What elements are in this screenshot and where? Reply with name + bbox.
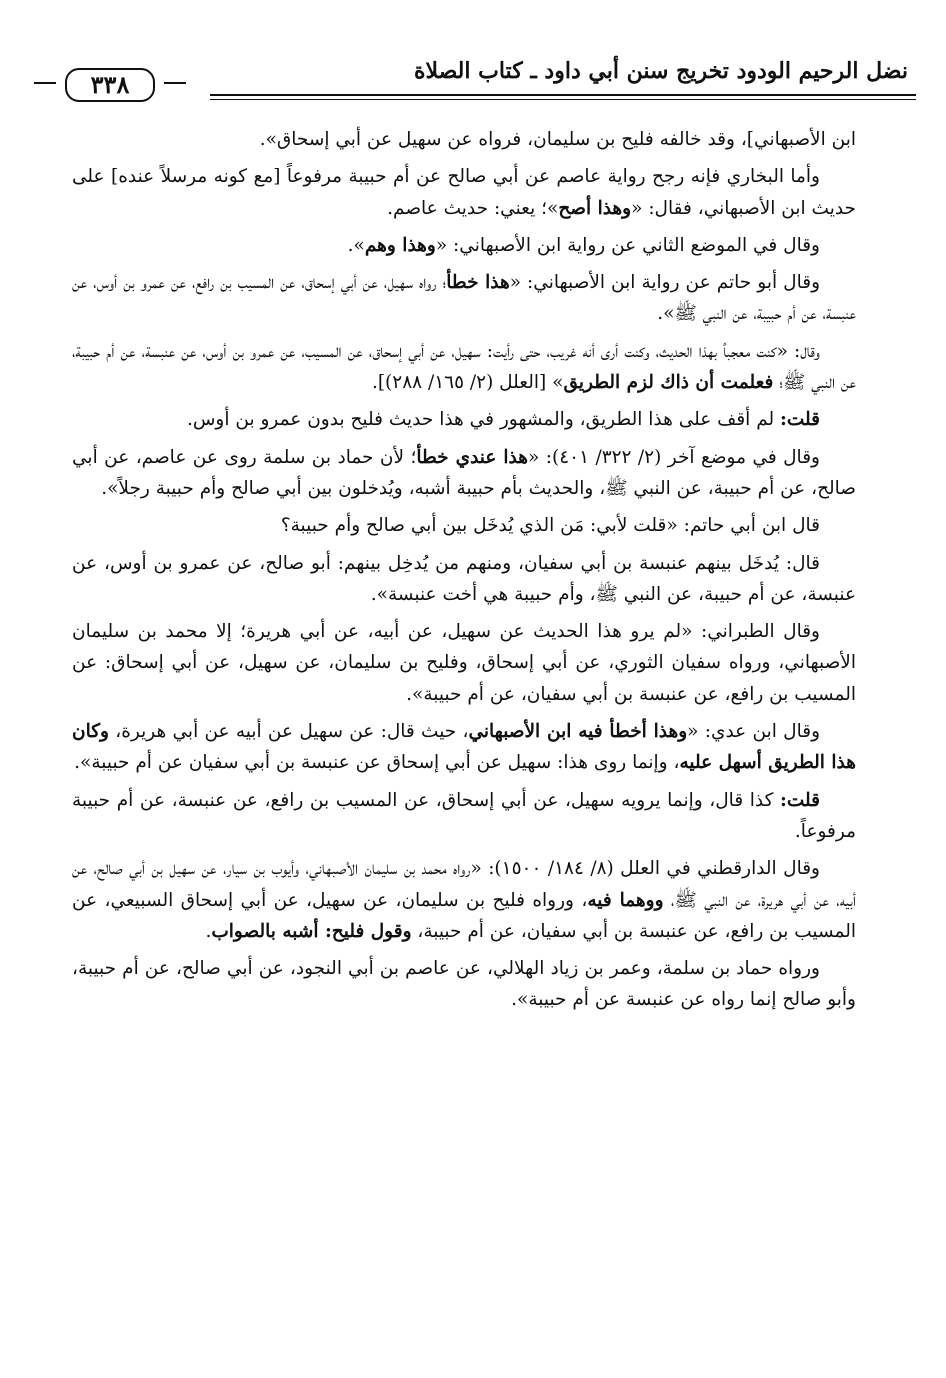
paragraph	[72, 510, 856, 541]
text-run: .	[205, 920, 212, 942]
text-run: قال ابن أبي حاتم: «قلت لأبي: مَن الذي يُدخَل بين أبي صالح وأم حبيبة؟	[280, 515, 820, 537]
text-run: ، وإنما روى هذا: سهيل عن أبي إسحاق عن عنبسة بن أبي سفيان عن أم حبيبة».	[74, 752, 680, 774]
ornament-right	[164, 82, 186, 84]
bold-run: ووهما فيه	[587, 889, 664, 911]
text-run: وقال: «كنت معجباً بهذا الحديث، وكنت أرى أنه غريب، حتى رأيت: سهيل، عن أبي إسحاق، عن المسيب، عن عمرو بن أوس، عن عنبسة، عن أم حبيبة، عن النبي ﷺ؛	[72, 340, 856, 394]
text-run: ، حيث قال: عن سهيل عن أبيه عن أبي هريرة،	[108, 721, 469, 743]
text-run: وقال أبو حاتم عن رواية ابن الأصبهاني: «	[509, 272, 821, 294]
paragraph	[72, 230, 856, 261]
text-run: وأما البخاري فإنه رجح رواية عاصم عن أبي صالح عن أم حبيبة مرفوعاً [مع كونه مرسلاً عنده] على حديث ابن الأصبهاني، فقال: «	[72, 166, 856, 219]
text-run: وقال الدارقطني في العلل (٨/ ١٨٤/ ١٥٠٠): «رواه محمد بن سليمان الأصبهاني، وأيوب بن سيار، عن سهيل بن أبي صالح، عن أبيه، عن أبي هريرة، عن النبي ﷺ،	[72, 858, 856, 911]
paragraph	[72, 785, 856, 848]
paragraph	[72, 953, 856, 1016]
bold-run: وكان هذا الطريق أسهل عليه	[72, 721, 856, 774]
header-title: نضل الرحيم الودود تخريج سنن أبي داود ـ كتاب الصلاة	[413, 58, 908, 84]
text-run: كذا قال، وإنما يرويه سهيل، عن أبي إسحاق، عن المسيب بن رافع، عن عنبسة، عن أم حبيبة مرفوعاً.	[72, 789, 856, 842]
paragraph	[72, 124, 856, 155]
paragraph	[72, 267, 856, 330]
bold-run: هذا عندي خطأ	[416, 446, 528, 468]
bold-run: وهذا وهم	[364, 234, 436, 256]
text-run: وقال في موضع آخر (٢/ ٣٢٢/ ٤٠١): «	[528, 446, 820, 468]
text-run: ؛ لأن حماد بن سلمة روى عن عاصم، عن أبي صالح، عن أم حبيبة، عن النبي ﷺ، والحديث بأم حبيبة أشبه، ويُدخلون بين أبي صالح وأم حبيبة رجلاً».	[72, 446, 856, 499]
text-run: وقال في الموضع الثاني عن رواية ابن الأصبهاني: «	[435, 234, 820, 256]
text-run: ؛ رواه سهيل، عن أبي إسحاق، عن المسيب بن رافع، عن عمرو بن أوس، عن عنبسة، عن أم حبيبة، عن النبي ﷺ».	[72, 272, 856, 325]
header-rule	[210, 94, 916, 96]
paragraph	[72, 336, 856, 399]
text-run: »؛ يعني: حديث عاصم.	[387, 197, 559, 219]
text-run: وقال ابن عدي: «	[687, 721, 820, 743]
bold-run: قلت:	[780, 409, 820, 431]
bold-run: وهذا أصح	[558, 197, 632, 219]
text-run: قال: يُدخَل بينهم عنبسة بن أبي سفيان، ومنهم من يُدخِل بينهم: أبو صالح، عن عمرو بن أوس، عن عنبسة، عن أم حبيبة، عن النبي ﷺ، وأم حبيبة هي أخت عنبسة».	[72, 552, 856, 605]
bold-run: هذا خطأ	[446, 272, 510, 294]
paragraph	[72, 716, 856, 779]
header-rule-thin	[210, 99, 916, 100]
bold-run: وقول فليح: أشبه بالصواب	[211, 920, 412, 942]
bold-run: وهذا أخطأ فيه ابن الأصبهاني	[468, 721, 688, 743]
text-run: لم أقف على هذا الطريق، والمشهور في هذا حديث فليح بدون عمرو بن أوس.	[186, 409, 781, 431]
body-text	[72, 124, 856, 1016]
paragraph	[72, 442, 856, 505]
paragraph	[72, 548, 856, 611]
text-run: » [العلل (٢/ ١٦٥/ ٢٨٨)].	[371, 372, 564, 394]
bold-run: فعلمت أن ذاك لزم الطريق	[563, 372, 774, 394]
paragraph	[72, 404, 856, 435]
text-run: ورواه حماد بن سلمة، وعمر بن زياد الهلالي، عن عاصم بن أبي النجود، عن أبي صالح، عن أم حبيبة، وأبو صالح إنما رواه عن عنبسة عن أم حبيبة».	[72, 958, 856, 1011]
text-run: ابن الأصبهاني]، وقد خالفه فليح بن سليمان، فرواه عن سهيل عن أبي إسحاق».	[259, 129, 856, 150]
bold-run: قلت:	[780, 789, 820, 811]
paragraph	[72, 853, 856, 947]
paragraph	[72, 161, 856, 224]
ornament-left	[34, 82, 56, 84]
page-number-frame	[60, 68, 160, 102]
running-header	[30, 58, 916, 88]
page-number: ٣٣٨	[65, 68, 155, 102]
text-run: ».	[347, 234, 365, 256]
paragraph	[72, 616, 856, 710]
text-run: ، ورواه فليح بن سليمان، عن سهيل، عن أبي إسحاق السبيعي، عن المسيب بن رافع، عن عنبسة بن أبي سفيان، عن أم حبيبة،	[72, 889, 856, 942]
text-run: وقال الطبراني: «لم يرو هذا الحديث عن سهيل، عن أبيه، عن أبي هريرة؛ إلا محمد بن سليمان الأصبهاني، ورواه سفيان الثوري، عن أبي إسحاق، وفليح بن سليمان، عن سهيل، عن أبي إسحاق: عن المسيب بن رافع، عن عنبسة بن أبي سفيان، عن أم حبيبة».	[72, 621, 856, 705]
